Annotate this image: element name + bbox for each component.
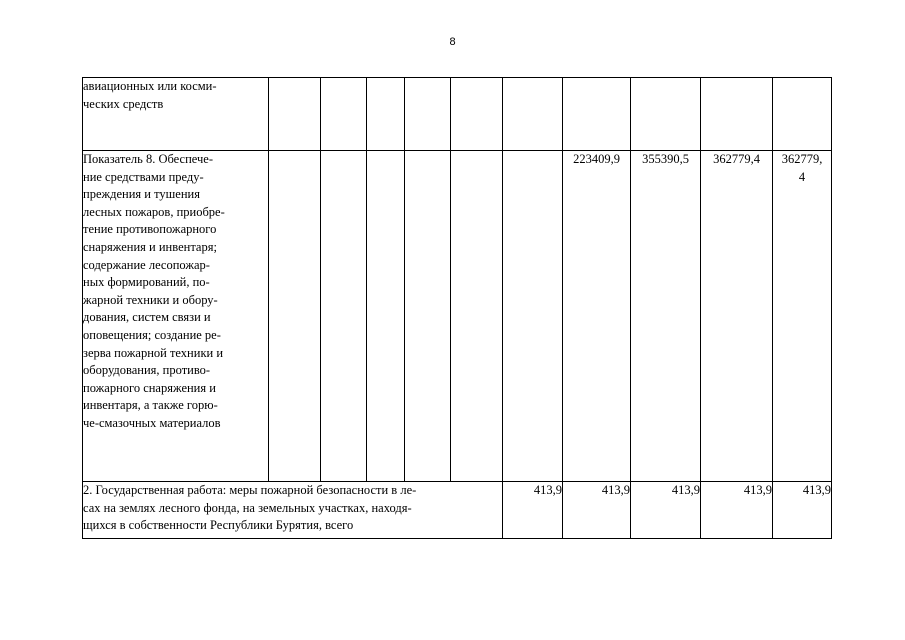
empty-cell	[631, 78, 701, 151]
description-line: ческих средств	[83, 96, 164, 111]
page-number: 8	[449, 36, 456, 48]
empty-cell	[503, 151, 563, 482]
description-line: 2. Государственная работа: меры пожарной безопасности в ле-	[83, 483, 417, 497]
empty-cell	[321, 151, 367, 482]
description-line: че-смазочных материалов	[83, 415, 221, 430]
empty-cell	[269, 78, 321, 151]
value-cell: 413,9	[773, 482, 832, 539]
value-cell: 223409,9	[563, 151, 631, 482]
description-line: оборудования, противо-	[83, 363, 211, 378]
value-line: 4	[798, 169, 806, 184]
table-row-state-work	[83, 482, 832, 539]
table-row-indicator-8	[83, 151, 832, 482]
description-line: ние средствами преду-	[83, 169, 204, 184]
description-line: дования, систем связи и	[83, 310, 211, 325]
description-line: снаряжения и инвентаря;	[83, 239, 217, 254]
description-line: Показатель 8. Обеспече-	[83, 152, 213, 166]
description-line: тение противопожарного	[83, 222, 217, 237]
description-line: пожарного снаряжения и	[83, 380, 216, 395]
row-description	[83, 151, 269, 482]
value-cell: 413,9	[701, 482, 773, 539]
description-line: сах на землях лесного фонда, на земельных участках, находя-	[83, 500, 412, 515]
value-cell: 413,9	[503, 482, 563, 539]
empty-cell	[405, 78, 451, 151]
description-line: авиационных или косми-	[83, 79, 217, 93]
description-line: ных формирований, по-	[83, 275, 210, 290]
empty-cell	[451, 78, 503, 151]
budget-table	[82, 77, 832, 539]
table-row-aviation	[83, 78, 832, 151]
description-line: преждения и тушения	[83, 187, 200, 202]
description-line: лесных пожаров, приобре-	[83, 204, 225, 219]
description-line: содержание лесопожар-	[83, 257, 210, 272]
empty-cell	[367, 78, 405, 151]
empty-cell	[701, 78, 773, 151]
description-line: щихся в собственности Республики Бурятия, всего	[83, 518, 354, 533]
value-cell: 413,9	[563, 482, 631, 539]
value-cell: 413,9	[631, 482, 701, 539]
value-cell: 355390,5	[631, 151, 701, 482]
empty-cell	[451, 151, 503, 482]
empty-cell	[405, 151, 451, 482]
description-line: инвентаря, а также горю-	[83, 398, 218, 413]
empty-cell	[269, 151, 321, 482]
empty-cell	[563, 78, 631, 151]
description-line: жарной техники и обору-	[83, 292, 218, 307]
row-description	[83, 78, 269, 151]
description-line: оповещения; создание ре-	[83, 327, 221, 342]
empty-cell	[367, 151, 405, 482]
value-cell: 362779,4	[701, 151, 773, 482]
empty-cell	[773, 78, 832, 151]
description-line: зерва пожарной техники и	[83, 345, 224, 360]
empty-cell	[321, 78, 367, 151]
row-description	[83, 482, 503, 539]
value-line: 362779,	[781, 152, 823, 166]
empty-cell	[503, 78, 563, 151]
value-cell	[773, 151, 832, 482]
